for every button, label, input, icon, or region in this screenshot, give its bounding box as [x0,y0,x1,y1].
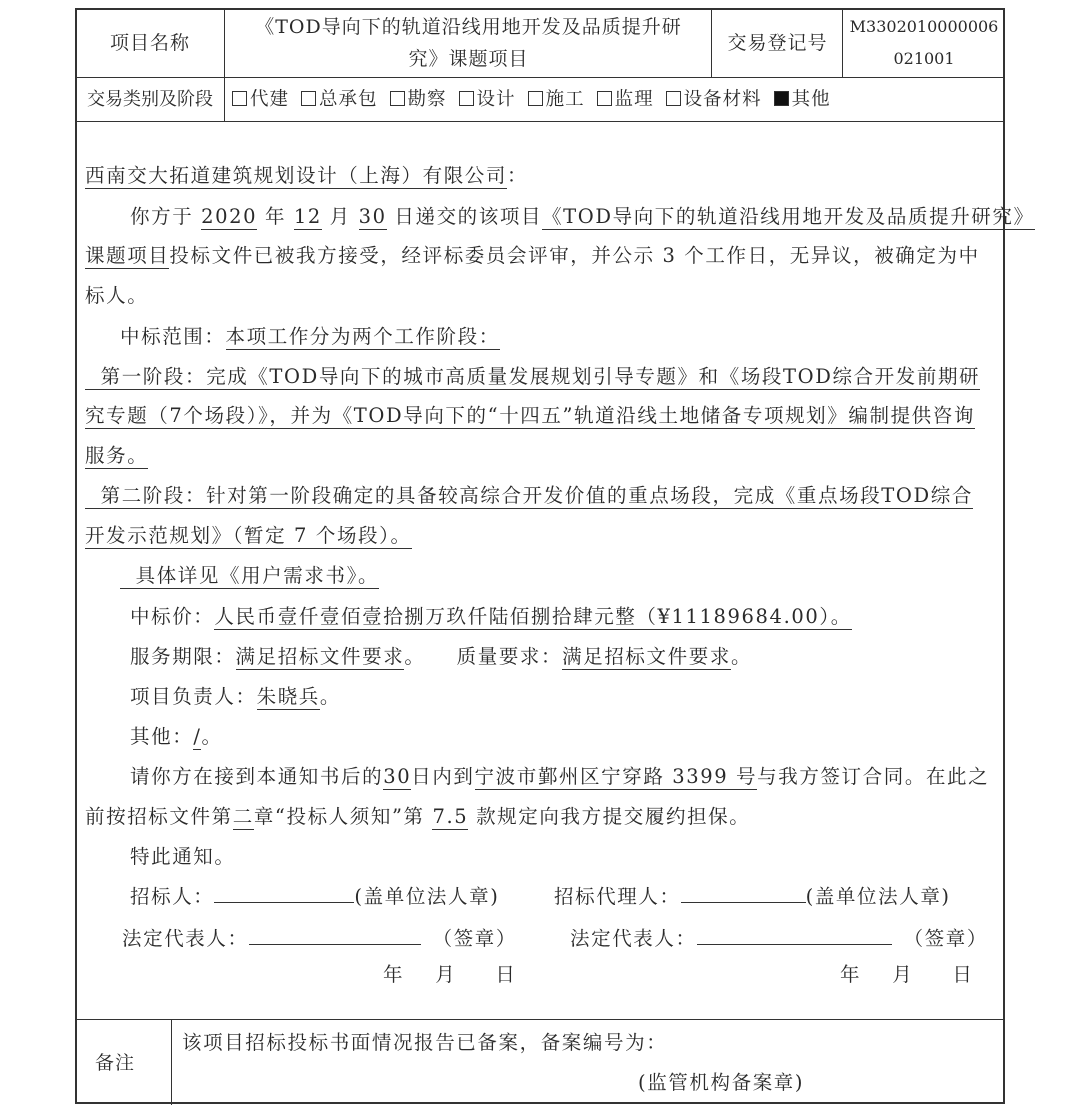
remark-seal: (监管机构备案章) [638,1071,805,1094]
body-line [130,684,341,710]
body-text: 。 [730,645,753,668]
legal-rep-sign: （签章） [432,927,518,950]
agent-seal: (盖单位法人章) [805,885,951,908]
body-line [85,403,975,429]
filled-field: 西南交大拓道建筑规划设计（上海）有限公司 [85,164,508,187]
checkbox-icon [597,91,612,106]
body-text: 年 [257,205,294,228]
body-text: 特此通知。 [130,845,236,868]
category-option-label: 总承包 [319,89,378,110]
category-option [301,84,378,116]
remark-text: 该项目招标投标书面情况报告已备案，备案编号为： [182,1031,668,1054]
filled-field: 开发示范规划》（暂定 7 个场段）。 [85,524,412,547]
body-text: 前按招标文件第 [85,805,233,828]
category-option-label: 监理 [614,89,654,110]
filled-field: 2020 [201,205,258,228]
filled-field: 究专题（7个场段）》，并为《TOD导向下的“十四五”轨道沿线土地储备专项规划》编制提供咨询 [85,404,975,427]
category-option [232,84,289,116]
legal-rep-sign: （签章） [903,927,989,950]
divider [171,1019,172,1105]
filled-field: 课题项目 [85,244,170,267]
checkbox-icon [459,91,474,106]
body-text: 中标范围： [120,325,226,348]
body-line [85,163,528,189]
body-line [85,283,148,309]
agent-row [554,882,951,910]
project-name-line: 究》课题项目 [408,48,529,70]
body-text: 标人。 [85,284,149,307]
legal-rep-label: 法定代表人： [570,927,697,950]
filled-field: 服务。 [85,444,149,467]
project-name-line: 《TOD导向下的轨道沿线用地开发及品质提升研 [255,16,682,38]
body-line [130,644,752,670]
agent-label: 招标代理人： [554,885,681,908]
body-text: 。 质量要求： [404,645,563,668]
body-line [85,443,148,469]
body-text: 日递交的该项目 [386,205,543,228]
body-text: 服务期限： [130,645,236,668]
filled-field: 具体详见《用户需求书》。 [120,564,380,587]
category-option [666,84,762,116]
category-option-label: 设计 [476,89,516,110]
project-name-label: 项目名称 [109,32,190,54]
body-text: ： [507,164,529,187]
tenderer-label: 招标人： [130,885,215,908]
category-option [774,84,831,116]
legal-rep-row-2 [570,924,988,952]
filled-field: 二 [232,805,254,828]
body-line [85,483,973,509]
trade-reg-line: M3302010000006 [849,17,999,36]
trade-reg-value [843,8,1005,78]
date-2: 年 月 日 [840,963,974,986]
filled-field: 第一阶段：完成《TOD导向下的城市高质量发展规划引导专题》和《场段TOD综合开发前期研 [85,365,981,388]
body-line [85,804,750,830]
legal-rep-row [122,924,517,952]
body-text: 投标文件已被我方接受，经评标委员会评审，并公示 3 个工作日，无异议，被确定为中 [169,244,980,267]
legal-rep-blank [697,924,892,945]
body-text: 中标价： [130,605,215,628]
body-line [120,563,379,589]
legal-rep-blank [249,924,421,945]
checkbox-icon [301,91,316,106]
filled-field: 朱晓兵 [256,685,320,708]
filled-field: 30 [358,205,387,228]
divider [75,1019,1005,1020]
category-option-label: 代建 [250,89,290,110]
body-line [130,204,1035,230]
filled-field: 《TOD导向下的轨道沿线用地开发及品质提升研究》 [542,205,1035,228]
filled-field: 宁波市鄞州区宁穿路 3399 号 [474,765,758,788]
category-options [232,78,1002,122]
category-option [390,84,447,116]
filled-field: 人民币壹仟壹佰壹拾捌万玖仟陆佰捌拾肆元整（¥11189684.00）。 [214,605,852,628]
date-1: 年 月 日 [383,963,517,986]
body-text: 章“投标人须知”第 [253,805,433,828]
body-line [130,724,223,750]
filled-field: 12 [293,205,322,228]
body-text: 与我方签订合同。在此之 [757,765,990,788]
body-text: 项目负责人： [130,685,257,708]
checkbox-icon [232,91,247,106]
category-option-label: 勘察 [407,89,447,110]
category-label: 交易类别及阶段 [87,89,213,110]
body-line [85,243,980,269]
body-text: 款规定向我方提交履约担保。 [468,805,751,828]
body-line [130,604,852,630]
category-option-label: 其他 [791,89,831,110]
checkbox-icon [666,91,681,106]
filled-field: 30 [383,765,412,788]
body-text: 。 [201,725,223,748]
tenderer-row [130,882,499,910]
body-text: 月 [321,205,359,228]
body-line [130,764,989,790]
category-option [597,84,654,116]
body-text: 你方于 [130,205,202,228]
trade-reg-label: 交易登记号 [727,32,828,54]
tenderer-seal: (盖单位法人章) [354,885,500,908]
body-line [120,324,500,350]
checked-box-icon [774,91,789,106]
category-option [528,84,585,116]
body-text: 请你方在接到本通知书后的 [130,765,384,788]
project-name-value [225,8,712,78]
filled-field: 本项工作分为两个工作阶段： [225,325,500,348]
category-option-label: 施工 [545,89,585,110]
tenderer-blank [214,882,354,903]
filled-field: / [193,725,202,748]
body-line [130,844,236,870]
filled-field: 满足招标文件要求 [562,645,731,668]
filled-field: 满足招标文件要求 [235,645,405,668]
body-text: 其他： [130,725,194,748]
body-text: 日内到 [411,765,475,788]
checkbox-icon [528,91,543,106]
body-line [85,523,412,549]
category-option-label: 设备材料 [683,89,762,110]
body-text: 。 [319,685,342,708]
filled-field: 7.5 [432,805,469,828]
legal-rep-label: 法定代表人： [122,927,249,950]
checkbox-icon [390,91,405,106]
trade-reg-line: 021001 [893,49,955,68]
category-option [459,84,516,116]
agent-blank [681,882,806,903]
filled-field: 第二阶段：针对第一阶段确定的具备较高综合开发价值的重点场段，完成《重点场段TOD综合 [85,484,973,507]
body-line [85,364,980,390]
remark-label: 备注 [94,1052,135,1074]
